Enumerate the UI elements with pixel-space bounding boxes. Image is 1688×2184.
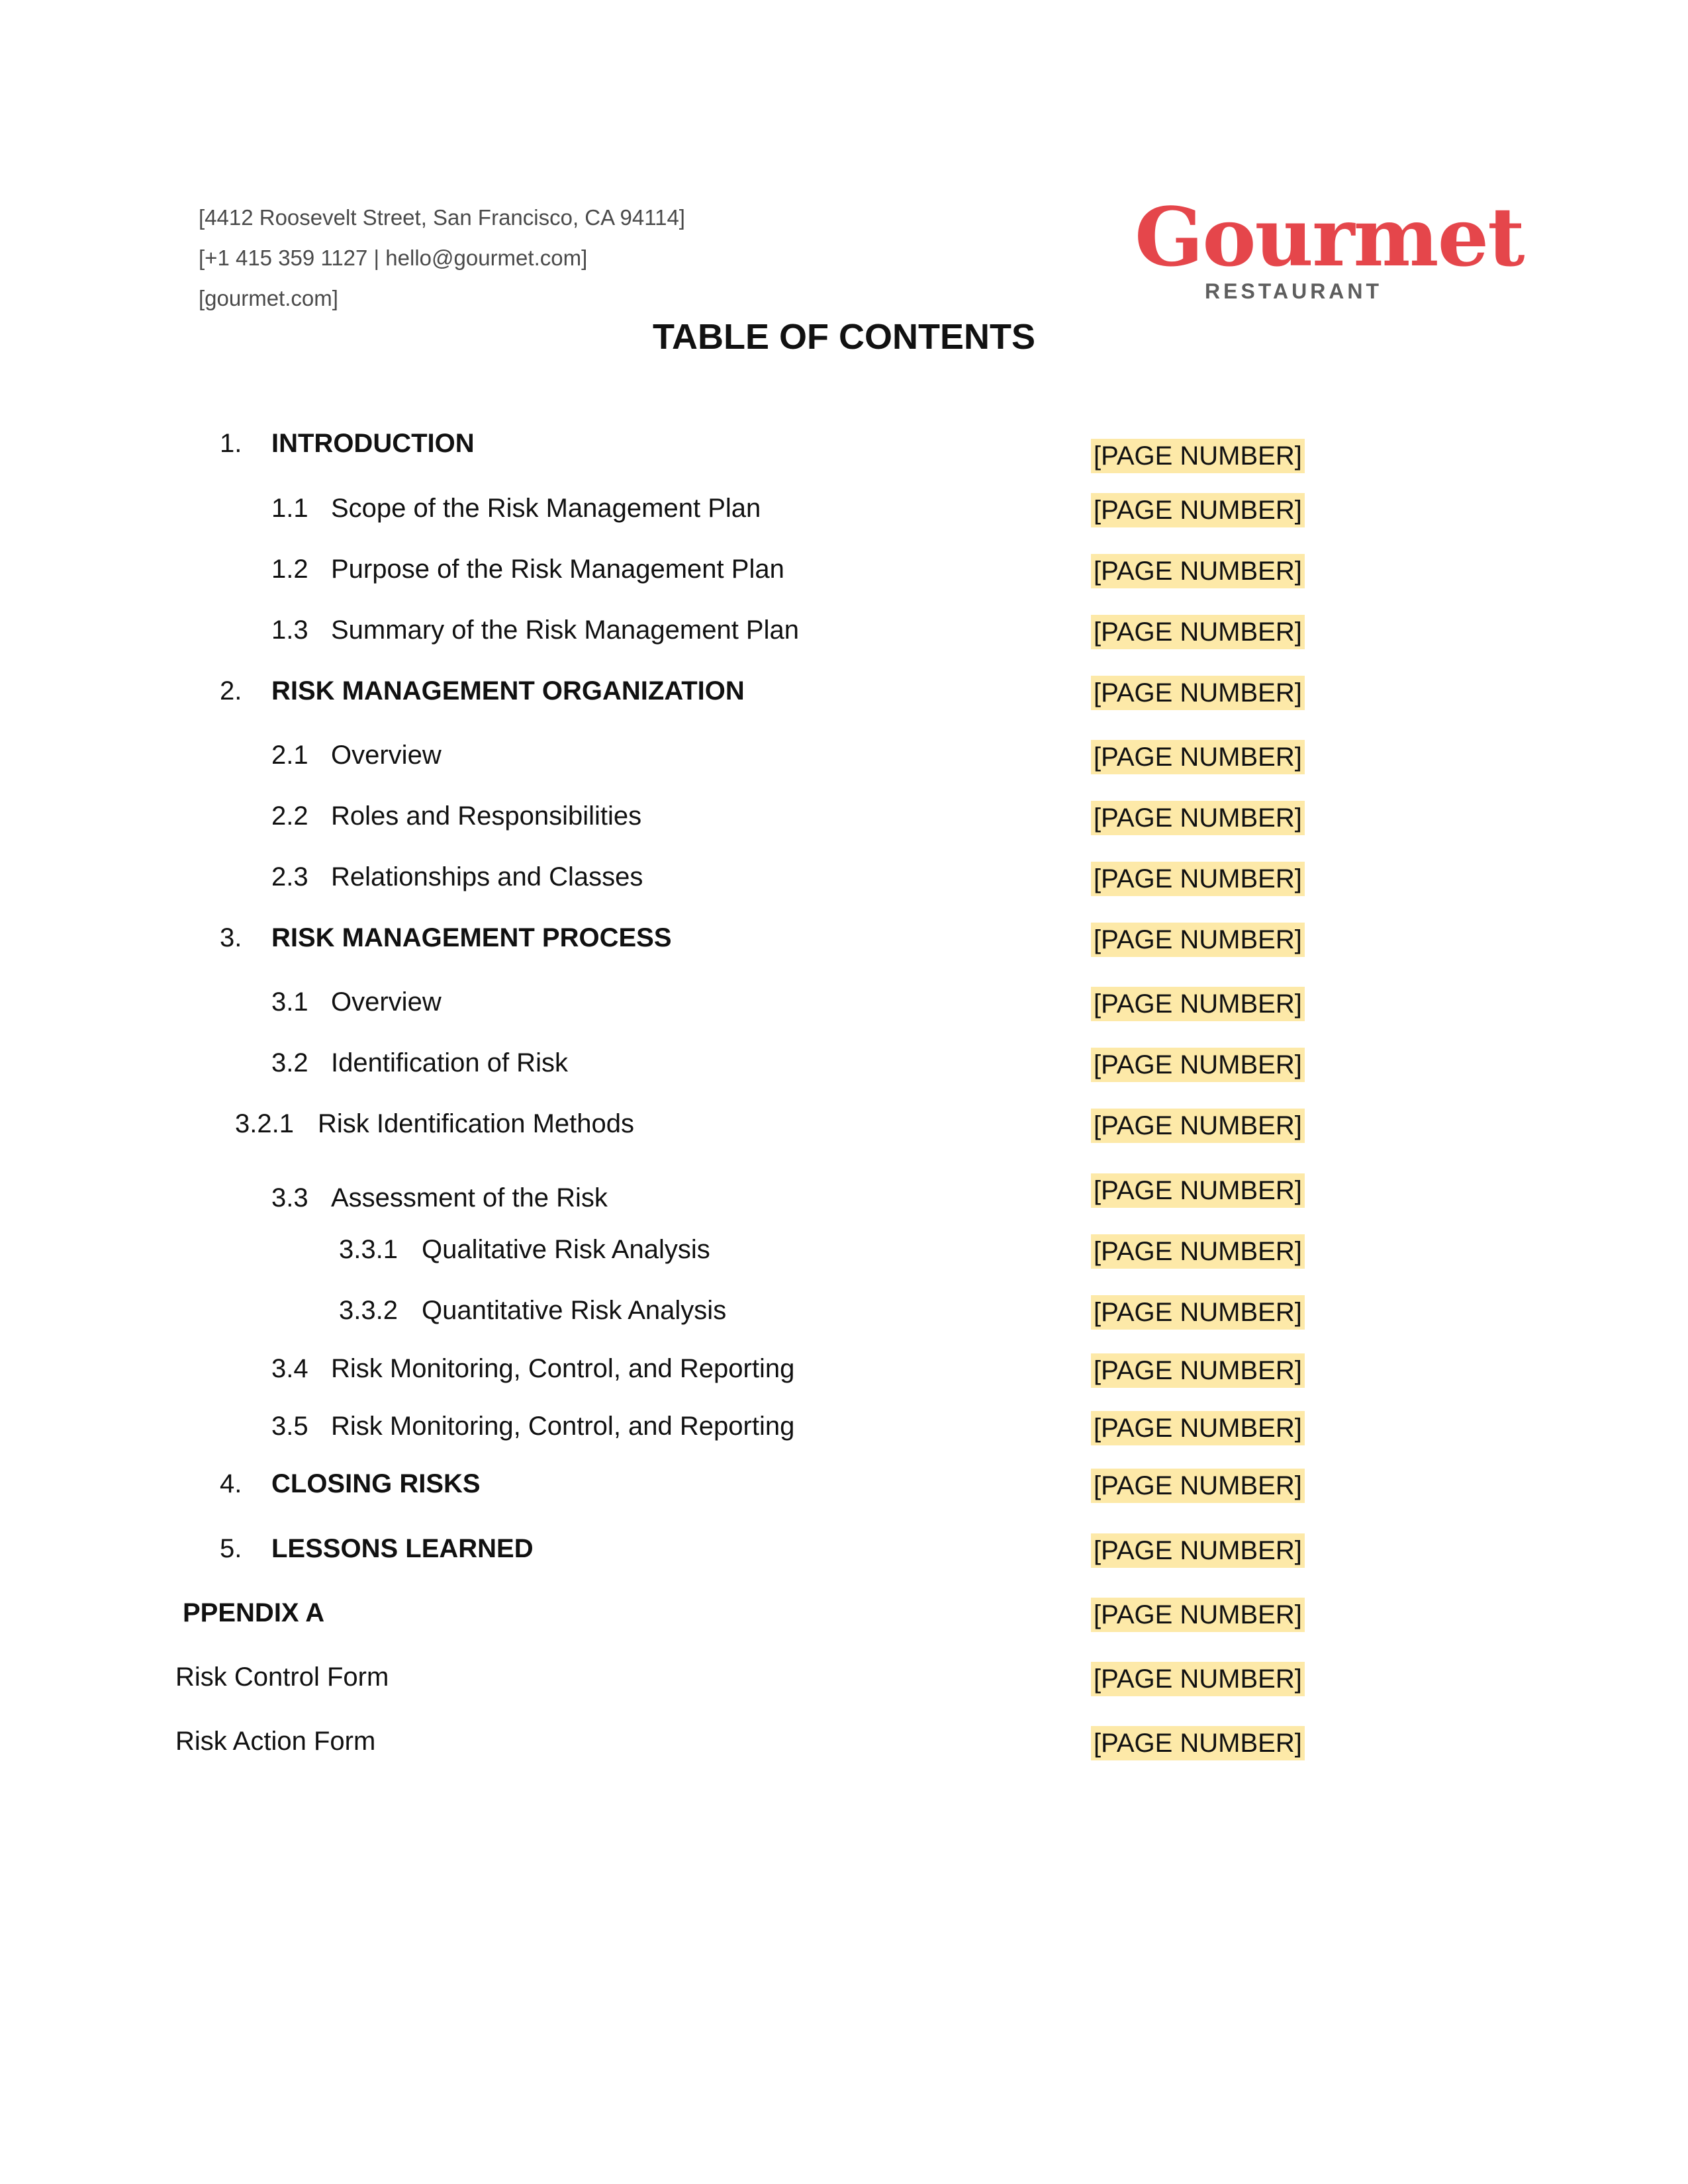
toc-entry-1-1: [271, 494, 761, 523]
contact-block: [199, 197, 685, 318]
page-number-placeholder: [PAGE NUMBER]: [1091, 1048, 1305, 1082]
page-number-placeholder: [PAGE NUMBER]: [1091, 493, 1305, 527]
toc-entry-risk-management-organization: [220, 676, 745, 706]
toc-label: PPENDIX A: [183, 1598, 325, 1627]
page-number-placeholder: [PAGE NUMBER]: [1091, 1598, 1305, 1632]
page-number-placeholder: [PAGE NUMBER]: [1091, 1662, 1305, 1696]
toc-label: Risk Action Form: [175, 1727, 376, 1756]
phone-email-line: [+1 415 359 1127 | hello@gourmet.com]: [199, 246, 588, 270]
toc-entry-3-3: [271, 1183, 608, 1213]
page-number-placeholder: [PAGE NUMBER]: [1091, 439, 1305, 473]
toc-number: 1.1: [271, 494, 308, 523]
page-title: TABLE OF CONTENTS: [653, 317, 1035, 357]
toc-entry-3-3-1: [339, 1235, 710, 1265]
toc-number: 2.: [220, 676, 242, 705]
toc-label: Identification of Risk: [331, 1048, 568, 1077]
page-number-placeholder: [PAGE NUMBER]: [1091, 801, 1305, 835]
toc-label: LESSONS LEARNED: [271, 1534, 534, 1563]
toc-label: Risk Monitoring, Control, and Reporting: [331, 1412, 795, 1441]
toc-label: RISK MANAGEMENT PROCESS: [271, 923, 672, 952]
page-number-placeholder: [PAGE NUMBER]: [1091, 1469, 1305, 1503]
toc-entry-3-2-1: [235, 1109, 634, 1139]
toc-entry-1-3: [271, 615, 799, 645]
toc-entry-2-1: [271, 741, 442, 770]
toc-label: Overview: [331, 987, 442, 1017]
toc-entry-3-5: [271, 1412, 794, 1441]
toc-entry-risk-action-form: [175, 1727, 530, 1764]
toc-entry-risk-management-process: [220, 923, 672, 953]
toc-number: 2.2: [271, 801, 308, 831]
page-number-placeholder: [PAGE NUMBER]: [1091, 615, 1305, 649]
toc-label: Purpose of the Risk Management Plan: [331, 555, 784, 584]
toc-number: 3.3: [271, 1183, 308, 1212]
toc-label: Qualitative Risk Analysis: [422, 1235, 710, 1264]
page-number-placeholder: [PAGE NUMBER]: [1091, 676, 1305, 710]
toc-entry-closing-risks: [220, 1469, 481, 1499]
toc-entry-2-3: [271, 862, 643, 892]
toc-entry-1-2: [271, 555, 784, 584]
toc-label: RISK MANAGEMENT ORGANIZATION: [271, 676, 745, 705]
toc-number: 3.3.1: [339, 1235, 398, 1264]
toc-label: INTRODUCTION: [271, 429, 475, 458]
page-number-placeholder: [PAGE NUMBER]: [1091, 1353, 1305, 1388]
toc-number: 3.1: [271, 987, 308, 1017]
toc-number: 1.: [220, 429, 242, 458]
logo-wordmark: Gourmet: [1135, 189, 1524, 285]
page-number-placeholder: [PAGE NUMBER]: [1091, 987, 1305, 1021]
logo-subtitle: RESTAURANT: [1205, 279, 1383, 303]
toc-label: Risk Identification Methods: [318, 1109, 635, 1138]
page-number-placeholder: [PAGE NUMBER]: [1091, 1726, 1305, 1760]
toc-number: 3.3.2: [339, 1296, 398, 1325]
toc-number: 3.: [220, 923, 242, 952]
toc-entry-3-1: [271, 987, 442, 1017]
toc-entry-3-4: [271, 1354, 794, 1384]
toc-label: Quantitative Risk Analysis: [422, 1296, 727, 1325]
toc-number: 3.2: [271, 1048, 308, 1077]
toc-label: Scope of the Risk Management Plan: [331, 494, 761, 523]
toc-entry-2-2: [271, 801, 641, 831]
page-number-placeholder: [PAGE NUMBER]: [1091, 740, 1305, 774]
toc-label: Assessment of the Risk: [331, 1183, 608, 1212]
toc-number: 3.5: [271, 1412, 308, 1441]
page-number-placeholder: [PAGE NUMBER]: [1091, 1173, 1305, 1208]
toc-number: 1.2: [271, 555, 308, 584]
toc-entry-lessons-learned: [220, 1534, 534, 1564]
toc-number: 2.1: [271, 741, 308, 770]
gourmet-logo: [1125, 189, 1524, 310]
toc-entry-3-2: [271, 1048, 568, 1078]
page-number-placeholder: [PAGE NUMBER]: [1091, 1234, 1305, 1269]
page-number-placeholder: [PAGE NUMBER]: [1091, 923, 1305, 957]
toc-entry-3-3-2: [339, 1296, 726, 1326]
toc-label: Roles and Responsibilities: [331, 801, 642, 831]
toc-entry-appendix-a: [183, 1598, 463, 1635]
toc-label: CLOSING RISKS: [271, 1469, 481, 1498]
toc-label: Risk Control Form: [175, 1662, 389, 1692]
toc-entry-introduction: [220, 429, 475, 459]
toc-label: Overview: [331, 741, 442, 770]
toc-label: Summary of the Risk Management Plan: [331, 615, 799, 645]
toc-number: 4.: [220, 1469, 242, 1498]
page-number-placeholder: [PAGE NUMBER]: [1091, 1295, 1305, 1330]
toc-number: 3.2.1: [235, 1109, 294, 1138]
toc-label: Relationships and Classes: [331, 862, 643, 891]
page-number-placeholder: [PAGE NUMBER]: [1091, 862, 1305, 896]
toc-number: 5.: [220, 1534, 242, 1563]
page-number-placeholder: [PAGE NUMBER]: [1091, 554, 1305, 588]
page-number-placeholder: [PAGE NUMBER]: [1091, 1109, 1305, 1143]
toc-number: 3.4: [271, 1354, 308, 1383]
page-number-placeholder: [PAGE NUMBER]: [1091, 1411, 1305, 1445]
website-line: [gourmet.com]: [199, 286, 338, 310]
toc-label: Risk Monitoring, Control, and Reporting: [331, 1354, 795, 1383]
toc-number: 2.3: [271, 862, 308, 891]
toc-number: 1.3: [271, 615, 308, 645]
address-line: [4412 Roosevelt Street, San Francisco, CA 94114]: [199, 205, 685, 230]
toc-entry-risk-control-form: [175, 1662, 530, 1700]
page-number-placeholder: [PAGE NUMBER]: [1091, 1533, 1305, 1568]
